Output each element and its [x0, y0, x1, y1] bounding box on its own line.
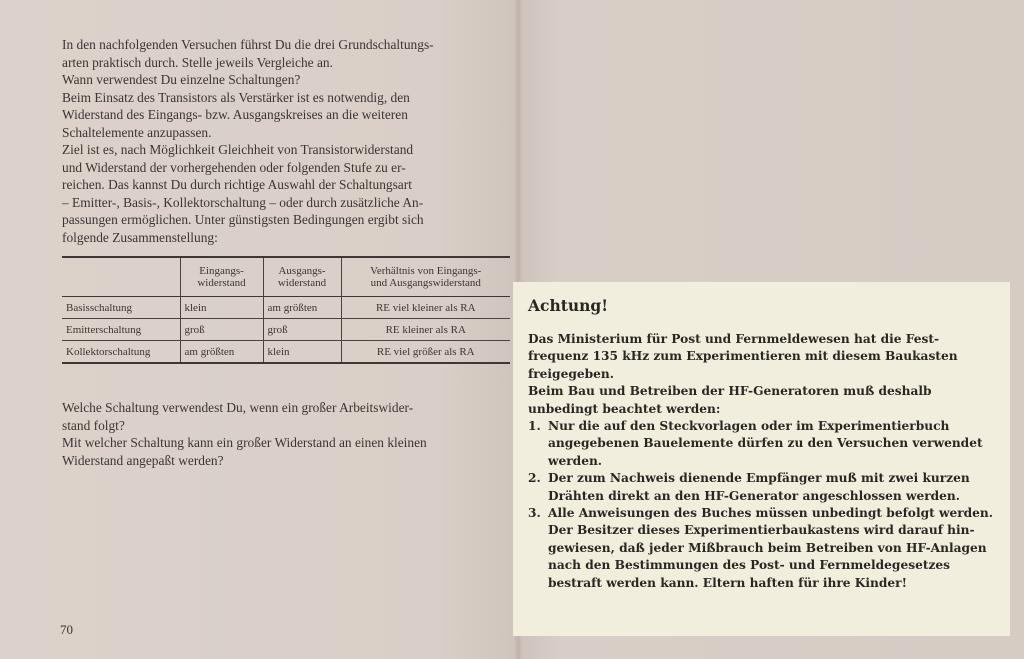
notice-item-line: Drähten direkt an den HF-Generator angeschlossen werden. [548, 488, 961, 503]
table-cell: RE viel größer als RA [341, 341, 510, 364]
notice-item-number: 3. [528, 506, 541, 521]
question-line: stand folgt? [62, 417, 125, 433]
notice-intro-line: freigegeben. [528, 366, 614, 381]
intro-line: folgende Zusammenstellung: [62, 229, 218, 245]
intro-line: Beim Einsatz des Transistors als Verstärker ist es notwendig, den [62, 89, 410, 105]
notice-item-line: Nur die auf den Steckvorlagen oder im Experimentierbuch [548, 419, 950, 434]
notice-item-line: bestraft werden kann. Eltern haften für ihre Kinder! [548, 575, 907, 590]
notice-item-number: 2. [528, 471, 541, 486]
notice-item [528, 418, 996, 470]
intro-line: Widerstand des Eingangs- bzw. Ausgangskreises an die weiteren [62, 107, 408, 122]
notice-list [528, 418, 996, 592]
warning-notice [513, 282, 1010, 636]
table-cell: klein [180, 297, 263, 319]
intro-line: Ziel ist es, nach Möglichkeit Gleichheit von Transistorwiderstand [62, 142, 414, 157]
table-cell: groß [263, 319, 341, 341]
table-cell: am größten [263, 297, 341, 319]
intro-line: Wann verwendest Du einzelne Schaltungen? [62, 72, 301, 87]
intro-line: – Emitter-, Basis-, Kollektorschaltung – oder durch zusätzliche An- [62, 194, 424, 210]
table-row [62, 341, 510, 364]
notice-item [528, 470, 996, 505]
page-number: 70 [60, 622, 73, 637]
table-header-cell: Ausgangs- widerstand [263, 257, 341, 297]
table-header-cell: Verhältnis von Eingangs- und Ausgangswiderstand [341, 257, 510, 297]
table-cell: Kollektorschaltung [62, 341, 180, 364]
table-cell: Basisschaltung [62, 297, 180, 319]
table-cell: groß [180, 319, 263, 341]
circuit-comparison-table [62, 256, 510, 364]
notice-item-line: angegebenen Bauelemente dürfen zu den Versuchen verwendet [548, 436, 983, 451]
intro-line: Schaltelemente anzupassen. [62, 124, 212, 140]
notice-intro-line: Beim Bau und Betreiben der HF-Generatoren muß deshalb [528, 384, 932, 399]
notice-title: Achtung! [528, 296, 609, 315]
notice-item-line: Der Besitzer dieses Experimentierbaukastens wird darauf hin- [548, 523, 975, 538]
notice-item-line: gewiesen, daß jeder Mißbrauch beim Betreiben von HF-Anlagen [548, 540, 987, 555]
question-line: Widerstand angepaßt werden? [62, 452, 224, 468]
intro-line: reichen. Das kannst Du durch richtige Auswahl der Schaltungsart [62, 177, 412, 192]
intro-line: In den nachfolgenden Versuchen führst Du die drei Grundschaltungs- [62, 37, 434, 52]
table-cell: RE viel kleiner als RA [341, 297, 510, 319]
table-header-cell [62, 257, 180, 297]
intro-line: passungen ermöglichen. Unter günstigsten Bedingungen ergibt sich [62, 212, 424, 227]
notice-intro-line: frequenz 135 kHz zum Experimentieren mit diesem Baukasten [528, 349, 958, 364]
table-cell: klein [263, 341, 341, 364]
table-row [62, 319, 510, 341]
notice-item-line: nach den Bestimmungen des Post- und Fernmeldegesetzes [548, 558, 950, 573]
intro-line: und Widerstand der vorhergehenden oder folgenden Stufe zu er- [62, 159, 406, 175]
notice-item-line: werden. [548, 453, 603, 468]
question-line: Mit welcher Schaltung kann ein großer Widerstand an einen kleinen [62, 435, 427, 450]
intro-text [62, 36, 510, 246]
notice-intro-line: Das Ministerium für Post und Fernmeldewesen hat die Fest- [528, 332, 940, 346]
table-row [62, 297, 510, 319]
notice-item-number: 1. [528, 419, 541, 434]
notice-item-line: Alle Anweisungen des Buches müssen unbedingt befolgt werden. [548, 506, 994, 521]
notice-item-line: Der zum Nachweis dienende Empfänger muß mit zwei kurzen [548, 471, 970, 486]
table-header-row [62, 257, 510, 297]
table-cell: Emitterschaltung [62, 319, 180, 341]
notice-intro-line: unbedingt beachtet werden: [528, 401, 721, 416]
table-cell: RE kleiner als RA [341, 319, 510, 341]
question-line: Welche Schaltung verwendest Du, wenn ein großer Arbeitswider- [62, 400, 414, 415]
notice-item [528, 505, 996, 592]
questions-text [62, 399, 510, 469]
intro-line: arten praktisch durch. Stelle jeweils Vergleiche an. [62, 54, 333, 70]
table-cell: am größten [180, 341, 263, 364]
table-header-cell: Eingangs- widerstand [180, 257, 263, 297]
